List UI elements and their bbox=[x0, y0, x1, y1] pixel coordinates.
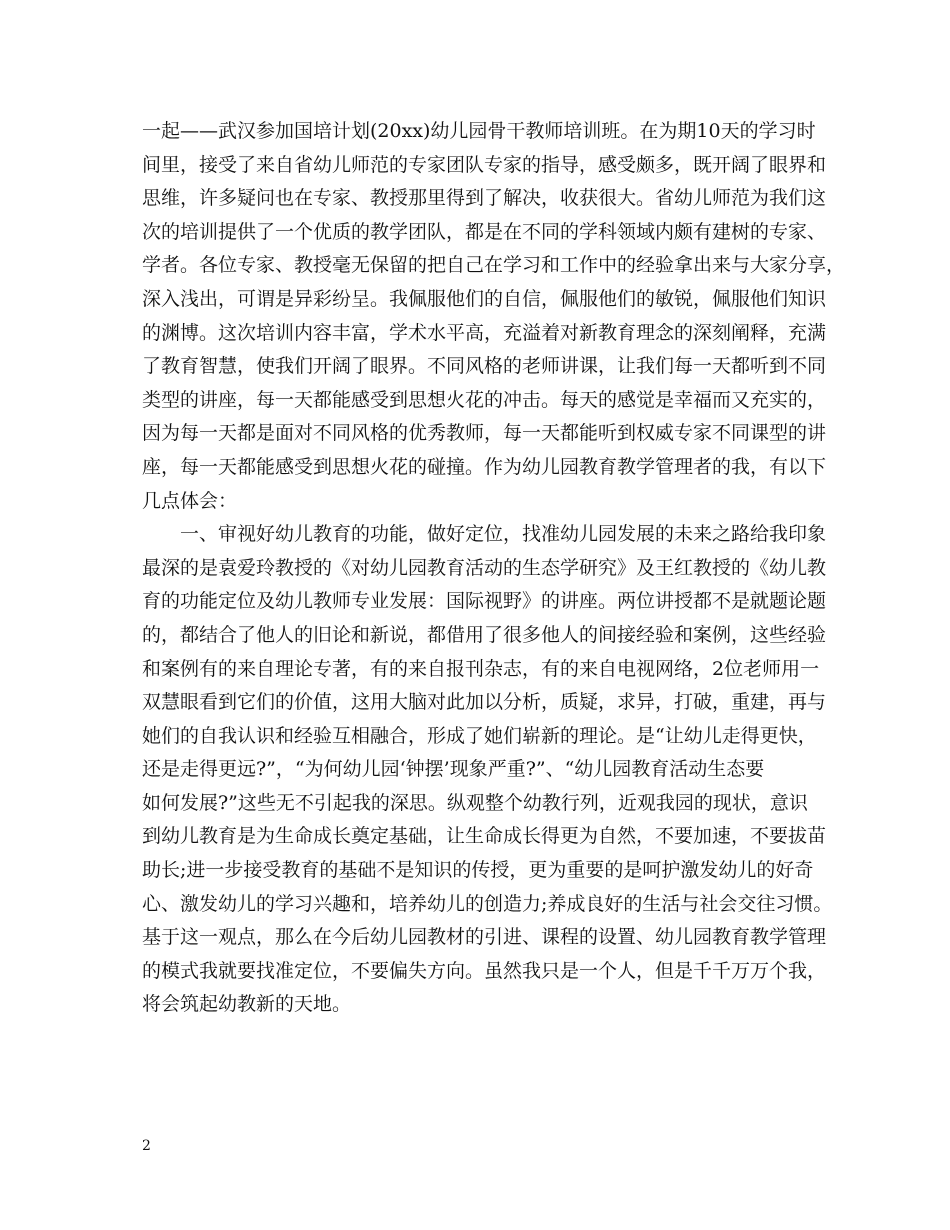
text-line: 到幼儿教育是为生命成长奠定基础，让生命成长得更为自然，不要加速，不要拔苗 bbox=[142, 825, 827, 848]
text-line: 深入浅出，可谓是异彩纷呈。我佩服他们的自信，佩服他们的敏锐，佩服他们知识 bbox=[142, 287, 827, 310]
text-line: 次的培训提供了一个优质的教学团队，都是在不同的学科领域内颇有建树的专家、 bbox=[142, 220, 827, 243]
text-line: 助长;进一步接受教育的基础不是知识的传授，更为重要的是呵护激发幼儿的好奇 bbox=[142, 859, 814, 882]
body-text bbox=[142, 115, 846, 1022]
text-line: 双慧眼看到它们的价值，这用大脑对此加以分析，质疑，求异，打破，重建，再与 bbox=[142, 691, 827, 714]
text-line: 基于这一观点，那么在今后幼儿园教材的引进、课程的设置、幼儿园教育教学管理 bbox=[142, 926, 827, 949]
text-line: 几点体会： bbox=[142, 489, 238, 512]
text-line: 间里，接受了来自省幼儿师范的专家团队专家的指导，感受颇多，既开阔了眼界和 bbox=[142, 153, 827, 176]
text-line: 类型的讲座，每一天都能感受到思想火花的冲击。每天的感觉是幸福而又充实的， bbox=[142, 388, 827, 411]
text-line: 和案例有的来自理论专著，有的来自报刊杂志，有的来自电视网络，2位老师用一 bbox=[142, 657, 820, 680]
text-line: 最深的是袁爱玲教授的《对幼儿园教育活动的生态学研究》及王红教授的《幼儿教 bbox=[142, 556, 827, 579]
text-line: 的渊博。这次培训内容丰富，学术水平高，充溢着对新教育理念的深刻阐释，充满 bbox=[142, 321, 827, 344]
text-line: 将会筑起幼教新的天地。 bbox=[142, 993, 352, 1016]
text-line: 因为每一天都是面对不同风格的优秀教师，每一天都能听到权威专家不同课型的讲 bbox=[142, 422, 827, 445]
text-line: 了教育智慧，使我们开阔了眼界。不同风格的老师讲课，让我们每一天都听到不同 bbox=[142, 355, 827, 378]
text-line: 心、激发幼儿的学习兴趣和，培养幼儿的创造力;养成良好的生活与社会交往习惯。 bbox=[142, 892, 833, 915]
paragraph-start-line: 一、审视好幼儿教育的功能，做好定位，找准幼儿园发展的未来之路给我印象 bbox=[180, 523, 827, 546]
text-line: 思维，许多疑问也在专家、教授那里得到了解决，收获很大。省幼儿师范为我们这 bbox=[142, 187, 827, 210]
text-line: 如何发展?”这些无不引起我的深思。纵观整个幼教行列，近观我园的现状，意识 bbox=[142, 791, 808, 814]
text-line: 学者。各位专家、教授毫无保留的把自己在学习和工作中的经验拿出来与大家分享， bbox=[142, 254, 846, 277]
text-line: 育的功能定位及幼儿教师专业发展：国际视野》的讲座。两位讲授都不是就题论题 bbox=[142, 590, 827, 613]
text-line: 的，都结合了他人的旧论和新说，都借用了很多他人的间接经验和案例，这些经验 bbox=[142, 623, 827, 646]
text-line: 的模式我就要找准定位，不要偏失方向。虽然我只是一个人，但是千千万万个我， bbox=[142, 959, 827, 982]
text-line: 座，每一天都能感受到思想火花的碰撞。作为幼儿园教育教学管理者的我，有以下 bbox=[142, 455, 827, 478]
text-line: 她们的自我认识和经验互相融合，形成了她们崭新的理论。是“让幼儿走得更快， bbox=[142, 724, 817, 747]
text-line: 一起——武汉参加国培计划(20xx)幼儿园骨干教师培训班。在为期10天的学习时 bbox=[142, 120, 816, 142]
text-line: 还是走得更远?”，“为何幼儿园‘钟摆’现象严重?”、“幼儿园教育活动生态要 bbox=[142, 758, 765, 781]
page-number: 2 bbox=[142, 1138, 151, 1154]
